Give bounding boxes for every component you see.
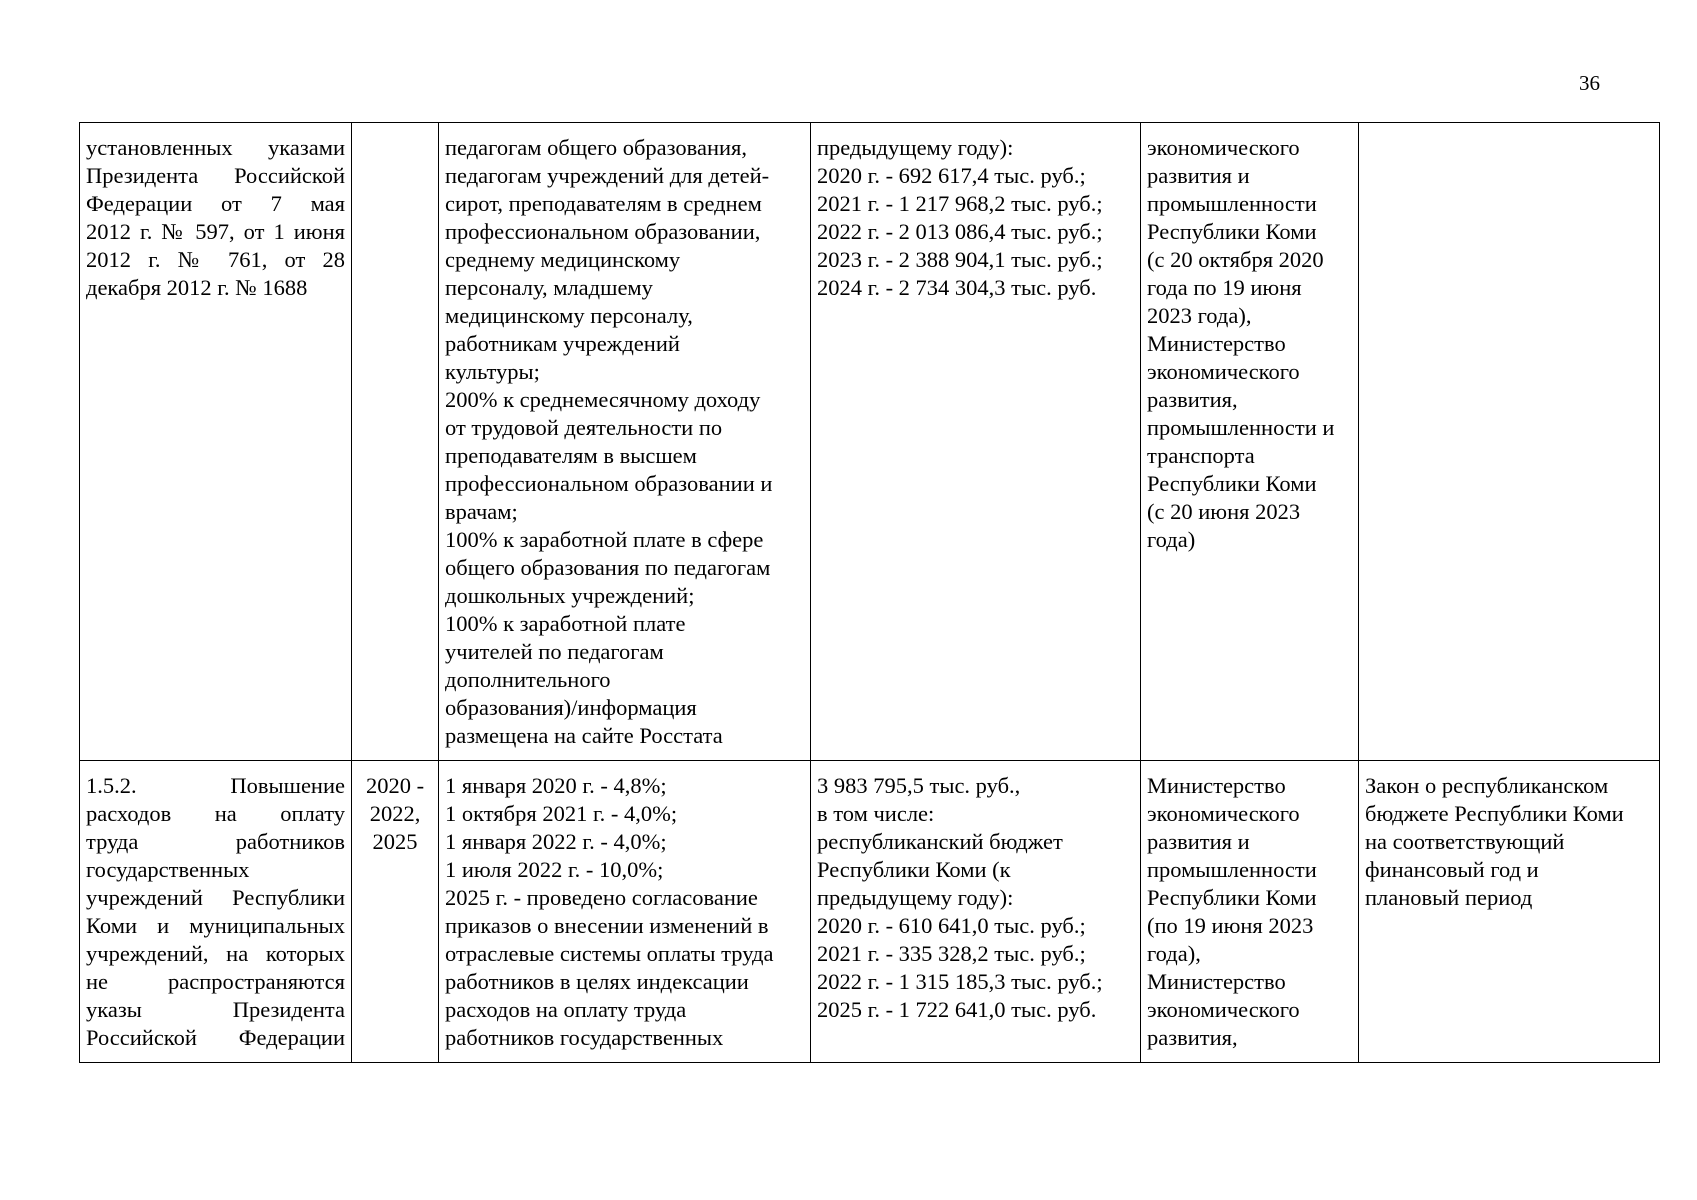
measure-line: учреждений Республики — [86, 885, 345, 910]
measure-line: государственных — [86, 857, 250, 882]
measure-line: указы Президента — [86, 997, 345, 1022]
document-cell — [1359, 123, 1660, 761]
measure-line: Коми и муниципальных — [86, 913, 345, 938]
table-row — [80, 761, 1660, 1063]
executor-cell — [1141, 761, 1359, 1063]
document-cell — [1359, 761, 1660, 1063]
period-cell — [352, 123, 439, 761]
measure-line: Президента Российской — [86, 163, 345, 188]
measure-line: Федерации от 7 мая — [86, 191, 345, 216]
measure-line: установленных указами — [86, 135, 345, 160]
measure-line: Российской Федерации — [86, 1025, 345, 1050]
period-text: 2020 - 2022, 2025 — [365, 773, 425, 854]
funding-text: предыдущему году): 2020 г. - 692 617,4 тыс. руб.; 2021 г. - 1 217 968,2 тыс. руб.; 2022 г. - 2 013 086,4 тыс. руб.; 2023 г. - 2 388 904,1 тыс. руб.; 2024 г. - 2 734 304,3 тыс. руб. — [817, 135, 1103, 300]
page-number: 36 — [1579, 71, 1600, 95]
program-table — [79, 122, 1660, 1063]
funding-cell — [811, 761, 1141, 1063]
measure-cell — [80, 123, 352, 761]
measure-line: не распространяются — [86, 969, 345, 994]
measure-line: 1.5.2. Повышение — [86, 773, 345, 798]
measure-line: декабря 2012 г. № 1688 — [86, 275, 308, 300]
measure-line: 2012 г. № 761, от 28 — [86, 247, 345, 272]
indicator-text: 1 января 2020 г. - 4,8%; 1 октября 2021 г. - 4,0%; 1 января 2022 г. - 4,0%; 1 июля 2022 г. - 10,0%; 2025 г. - проведено согласование приказов о внесении изменений в отраслевые системы оплаты труда работников в целях индексации расходов на оплату труда работников государственных — [445, 773, 774, 1050]
funding-text: 3 983 795,5 тыс. руб., в том числе: республиканский бюджет Республики Коми (к предыдущему году): 2020 г. - 610 641,0 тыс. руб.; 2021 г. - 335 328,2 тыс. руб.; 2022 г. - 1 315 185,3 тыс. руб.; 2025 г. - 1 722 641,0 тыс. руб. — [817, 773, 1103, 1022]
table-row — [80, 123, 1660, 761]
measure-line: расходов на оплату — [86, 801, 345, 826]
measure-line: труда работников — [86, 829, 345, 854]
document-text: Закон о республиканском бюджете Республики Коми на соответствующий финансовый год и плановый период — [1365, 773, 1624, 910]
indicator-cell — [439, 123, 811, 761]
period-cell — [352, 761, 439, 1063]
measure-cell — [80, 761, 352, 1063]
measure-line: 2012 г. № 597, от 1 июня — [86, 219, 345, 244]
executor-cell — [1141, 123, 1359, 761]
funding-cell — [811, 123, 1141, 761]
executor-text: экономического развития и промышленности Республики Коми (с 20 октября 2020 года по 19 июня 2023 года), Министерство экономического развития, промышленности и транспорта Республики Коми (с 20 июня 2023 года) — [1147, 135, 1335, 552]
indicator-cell — [439, 761, 811, 1063]
indicator-text: педагогам общего образования, педагогам учреждений для детей- сирот, преподавателям в среднем профессиональном образовании, среднему медицинскому персоналу, младшему медицинскому персоналу, работникам учреждений культуры; 200% к среднемесячному доходу от трудовой деятельности по преподавателям в высшем профессиональном образовании и врачам; 100% к заработной плате в сфере общего образования по педагогам дошкольных учреждений; 100% к заработной плате учителей по педагогам дополнительного образования)/информация размещена на сайте Росстата — [445, 135, 773, 748]
executor-text: Министерство экономического развития и промышленности Республики Коми (по 19 июня 2023 года), Министерство экономического развития, — [1147, 773, 1317, 1050]
measure-line: учреждений, на которых — [86, 941, 345, 966]
